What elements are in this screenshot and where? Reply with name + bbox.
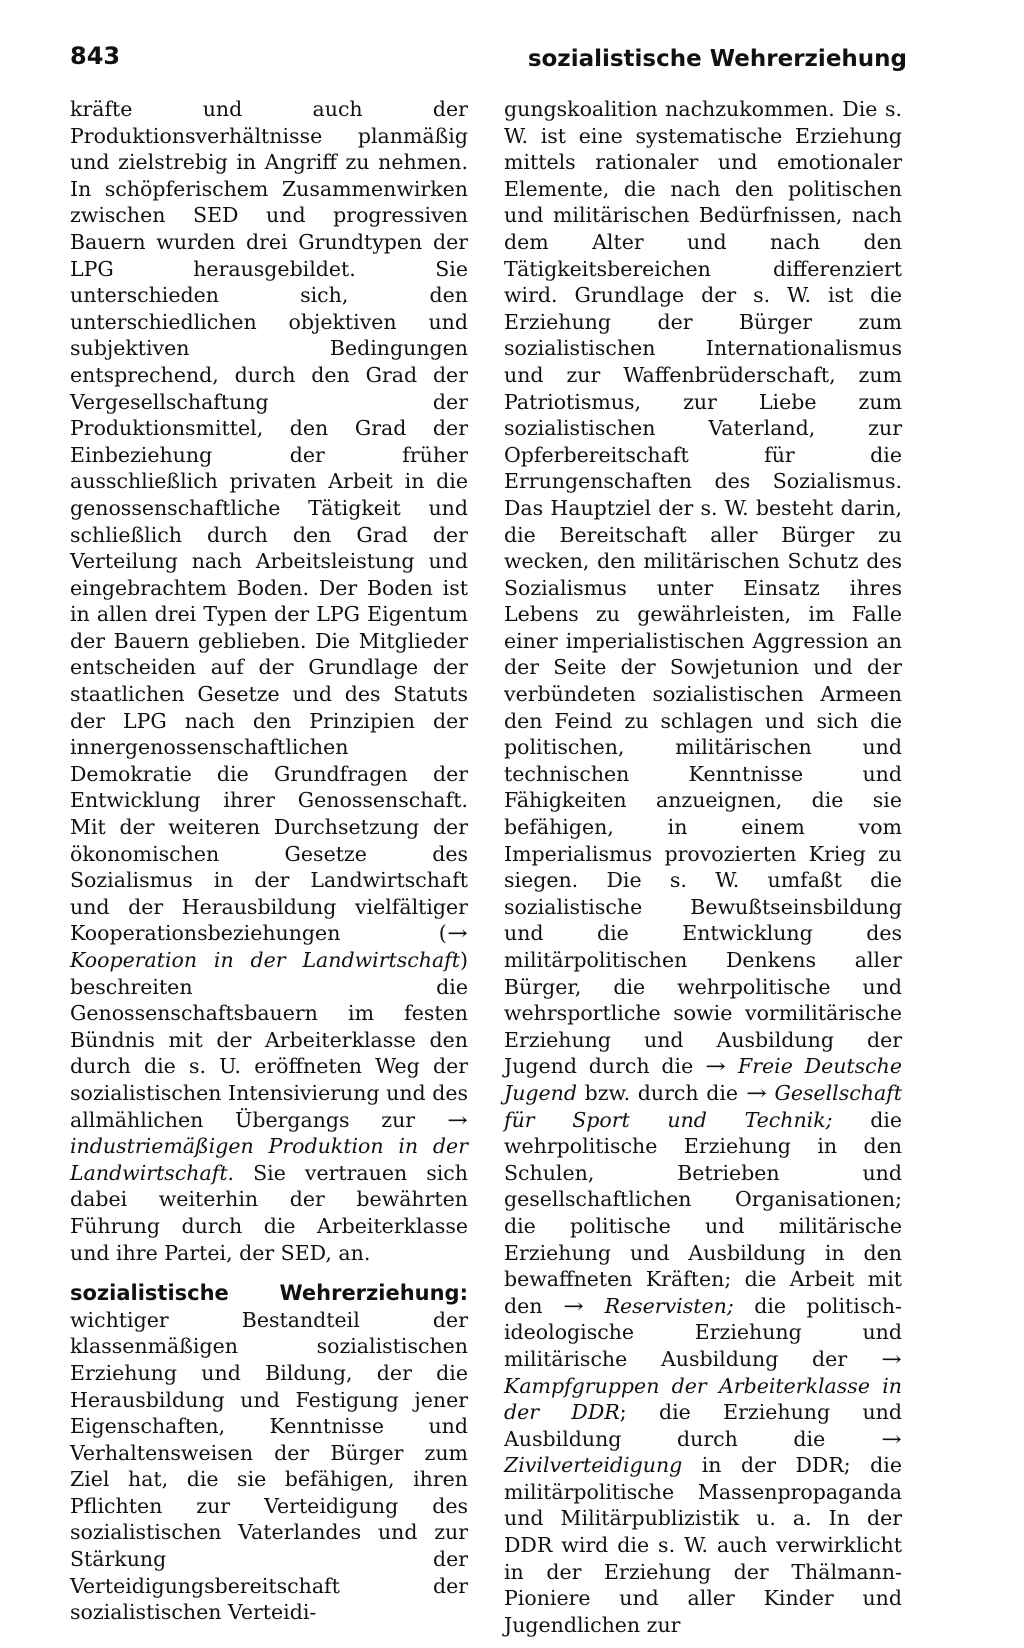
body-text: die wehrpolitische Erziehung in den Schulen, Betrieben und gesellschaftlichen Organisationen; die politische und militärische Erziehung und Ausbildung in den bewaffneten Kräften; die Arbeit mit den: [504, 1107, 903, 1318]
cross-reference-kooperation[interactable]: Kooperation in der Landwirtschaft: [70, 948, 460, 972]
cross-reference-arrow-icon: →: [881, 1346, 902, 1371]
cross-reference-arrow-icon: →: [563, 1293, 584, 1318]
entry-continuation: [504, 96, 902, 1638]
entry-spacer: [70, 1266, 468, 1280]
cross-reference-reservisten[interactable]: Reservisten;: [604, 1293, 734, 1318]
entry-definition: wichtiger Bestandteil der klassenmäßigen sozialistischen Erziehung und Bildung, der die Herausbildung und Festigung jener Eigenschaften, Kenntnisse und Verhaltensweisen der Bürger zum Ziel hat, die sie befähigen, ihren Pflichten zur Verteidigung des sozialistischen Vaterlandes und zur Stärkung der Verteidigungsbereitschaft der sozialistischen Verteidi-: [70, 1307, 468, 1625]
cross-reference-arrow-icon: →: [881, 1426, 902, 1451]
body-text: gungskoalition nachzukommen. Die s. W. ist eine systematische Erziehung mittels rationaler und emotionaler Elemente, die nach den politischen und militärischen Bedürfnissen, nach dem Alter und nach den Tätigkeitsbereichen differenziert wird. Grundlage der s. W. ist die Erziehung der Bürger zum sozialistischen Internationalismus und zur Waffenbrüderschaft, zum Patriotismus, zur Liebe zum sozialistischen Vaterland, zur Opferbereitschaft für die Errungenschaften des Sozialismus. Das Hauptziel der s. W. besteht darin, die Bereitschaft aller Bürger zu wecken, den militärischen Schutz des Sozialismus unter Einsatz ihres Lebens zu gewährleisten, im Falle einer imperialistischen Aggression an der Seite der Sowjetunion und der verbündeten sozialistischen Armeen den Feind zu schlagen und sich die politischen, militärischen und technischen Kenntnisse und Fähigkeiten anzueignen, die sie befähigen, in einem vom Imperialismus provozierten Krieg zu siegen. Die s. W. umfaßt die sozialistische Bewußtseinsbildung und die Entwicklung des militärpolitischen Denkens aller Bürger, die wehrpolitische und wehrsportliche sowie vormilitärische Erziehung und Ausbildung der Jugend durch die: [504, 97, 902, 1079]
cross-reference-arrow-icon: →: [745, 1080, 767, 1105]
page-header: [70, 42, 907, 82]
cross-reference-arrow-icon: →: [447, 1107, 468, 1132]
left-column: [70, 96, 468, 1626]
cross-reference-gst[interactable]: Gesellschaft für Sport und Technik;: [504, 1080, 902, 1132]
page-number: 843: [70, 42, 121, 70]
cross-reference-zivilverteidigung[interactable]: Zivilverteidigung: [504, 1453, 683, 1478]
cross-reference-kampfgruppen[interactable]: Kampfgruppen der Arbeiterklasse in der DDR: [504, 1373, 902, 1425]
cross-reference-fdj[interactable]: Freie Deutsche Jugend: [504, 1054, 902, 1105]
paragraph-lpg-types: [70, 96, 468, 1266]
body-text: ; die Erziehung und Ausbildung durch die: [504, 1400, 902, 1451]
body-text: bzw. durch die: [577, 1080, 746, 1105]
body-text: kräfte und auch der Produktionsverhältnisse planmäßig und zielstrebig in Angriff zu nehmen. In schöpferischem Zusammenwirken zwischen SED und progressiven Bauern wurden drei Grundtypen der LPG herausgebildet. Sie unterschieden sich, den unterschiedlichen objektiven und subjektiven Bedingungen entsprechend, durch den Grad der Vergesellschaftung der Produktionsmittel, den Grad der Einbeziehung der früher ausschließlich privaten Arbeit in die genossenschaftliche Tätigkeit und schließlich durch den Grad der Verteilung nach Arbeitsleistung und eingebrachtem Boden. Der Boden ist in allen drei Typen der LPG Eigentum der Bauern geblieben. Die Mitglieder entscheiden auf der Grundlage der staatlichen Gesetze und des Statuts der LPG nach den Prinzipien der innergenossenschaftlichen Demokratie die Grundfragen der Entwicklung ihrer Genossenschaft. Mit der weiteren Durchsetzung der ökonomischen Gesetze des Sozialismus in der Landwirtschaft und der Herausbildung vielfältiger Kooperationsbeziehungen (: [70, 97, 468, 946]
cross-reference-arrow-icon: →: [705, 1054, 726, 1079]
entry-heading: sozialistische Wehrerziehung:: [70, 1281, 468, 1306]
body-text: die politisch-ideologische Erziehung und militärische Ausbildung der: [504, 1293, 902, 1371]
body-text: ) beschreiten die Genossenschaftsbauern im festen Bündnis mit der Arbeiterklasse den durch die s. U. eröffneten Weg der sozialistischen Intensivierung und des allmählichen Übergangs zur: [70, 948, 468, 1132]
cross-reference-industriemaessige-produktion[interactable]: industriemäßigen Produktion in der Landwirtschaft.: [70, 1134, 468, 1185]
running-head: sozialistische Wehrerziehung: [527, 46, 907, 72]
right-column: [504, 96, 902, 1638]
body-text: Sie vertrauen sich dabei weiterhin der bewährten Führung durch die Arbeiterklasse und ihre Partei, der SED, an.: [70, 1160, 468, 1265]
entry-sozialistische-wehrerziehung: [70, 1280, 468, 1626]
body-text: in der DDR; die militärpolitische Massenpropaganda und Militärpublizistik u. a. In der DDR wird die s. W. auch verwirklicht in der Erziehung der Thälmann-Pioniere und aller Kinder und Jugendlichen zur: [504, 1453, 902, 1637]
cross-reference-arrow-icon: →: [447, 921, 468, 946]
